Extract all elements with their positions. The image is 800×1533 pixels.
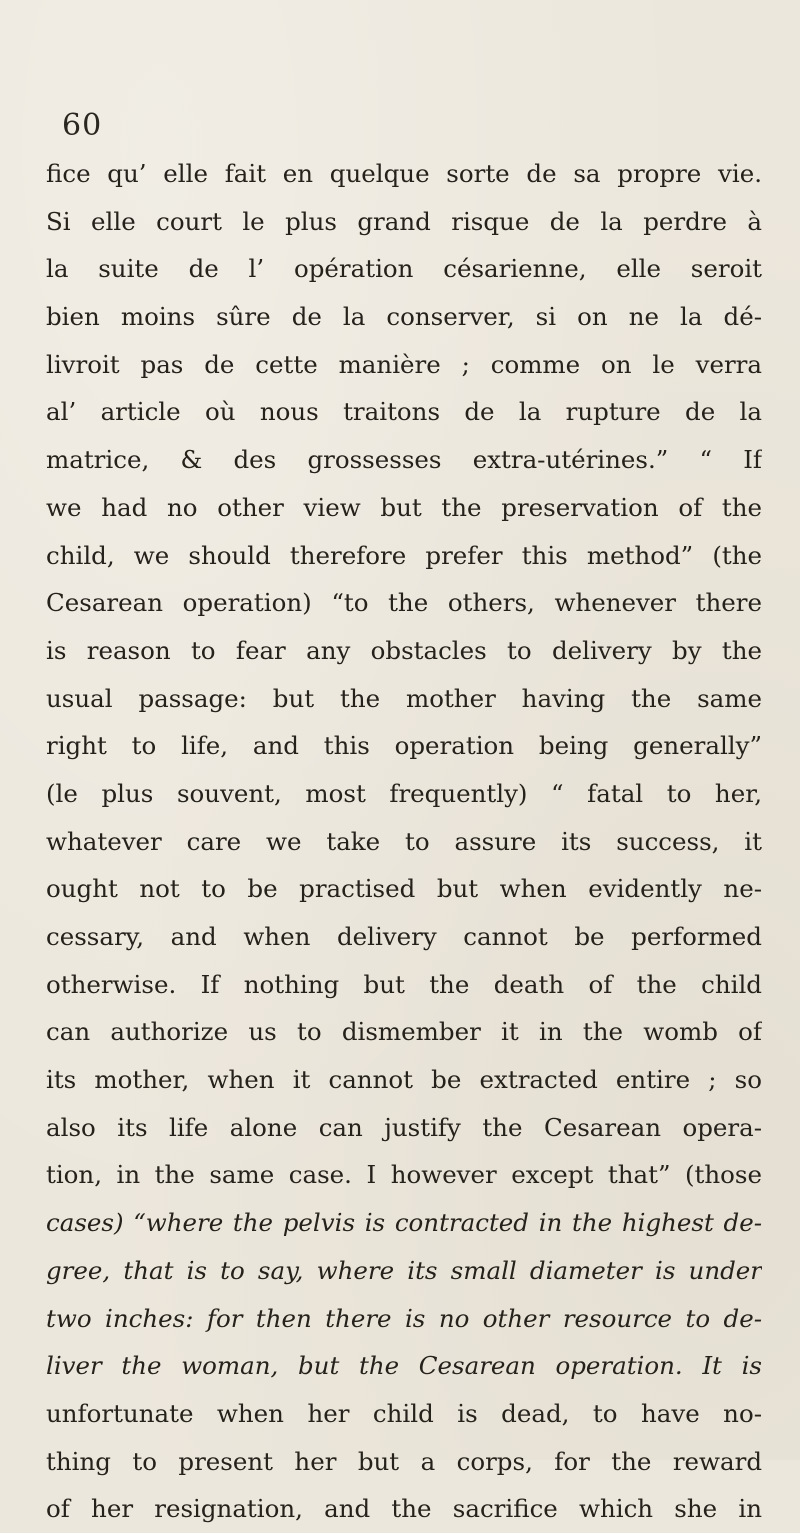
text-line: gree, that is to say, where its small diameter is under xyxy=(46,1255,762,1285)
text-line: fice qu’ elle fait en quelque sorte de sa propre vie. xyxy=(46,159,762,188)
text-line: tion, in the same case. I however except that” (those xyxy=(46,1160,762,1190)
text-line: its mother, when it cannot be extracted entire ; so xyxy=(46,1065,762,1095)
text-line: liver the woman, but the Cesarean operation. It is xyxy=(46,1351,762,1381)
text-line: matrice, & des grossesses extra-utérines.” “ If xyxy=(46,445,762,475)
text-line: usual passage: but the mother having the same xyxy=(46,683,762,713)
text-line: unfortunate when her child is dead, to have no- xyxy=(46,1398,762,1428)
text-line: two inches: for then there is no other resource to de- xyxy=(46,1303,762,1333)
text-line: can authorize us to dismember it in the womb of xyxy=(46,1017,762,1047)
page-number: 60 xyxy=(62,108,103,143)
text-line: of her resignation, and the sacrifice which she in xyxy=(46,1494,762,1524)
text-line: bien moins sûre de la conserver, si on ne la dé- xyxy=(46,302,762,332)
text-line: whatever care we take to assure its success, it xyxy=(46,826,762,856)
text-line: Cesarean operation) “to the others, whenever there xyxy=(46,588,762,618)
text-line: la suite de l’ opération césarienne, elle seroit xyxy=(46,254,762,284)
text-line: cases) “where the pelvis is contracted in the highest de- xyxy=(46,1208,762,1238)
body-text xyxy=(46,150,762,1533)
text-line: Si elle court le plus grand risque de la perdre à xyxy=(46,206,762,236)
text-line: livroit pas de cette manière ; comme on le verra xyxy=(46,349,762,379)
text-line: (le plus souvent, most frequently) “ fatal to her, xyxy=(46,778,762,808)
text-line: also its life alone can justify the Cesarean opera- xyxy=(46,1112,762,1142)
text-line: ought not to be practised but when evidently ne- xyxy=(46,874,762,904)
text-line: we had no other view but the preservation of the xyxy=(46,492,762,522)
text-line: right to life, and this operation being generally” xyxy=(46,731,762,761)
text-line: al’ article où nous traitons de la rupture de la xyxy=(46,397,762,427)
text-line: otherwise. If nothing but the death of the child xyxy=(46,969,762,999)
text-line: cessary, and when delivery cannot be performed xyxy=(46,922,762,951)
text-line: is reason to fear any obstacles to delivery by the xyxy=(46,635,762,665)
text-line: thing to present her but a corps, for the reward xyxy=(46,1446,762,1476)
text-line: child, we should therefore prefer this method” (the xyxy=(46,540,762,570)
